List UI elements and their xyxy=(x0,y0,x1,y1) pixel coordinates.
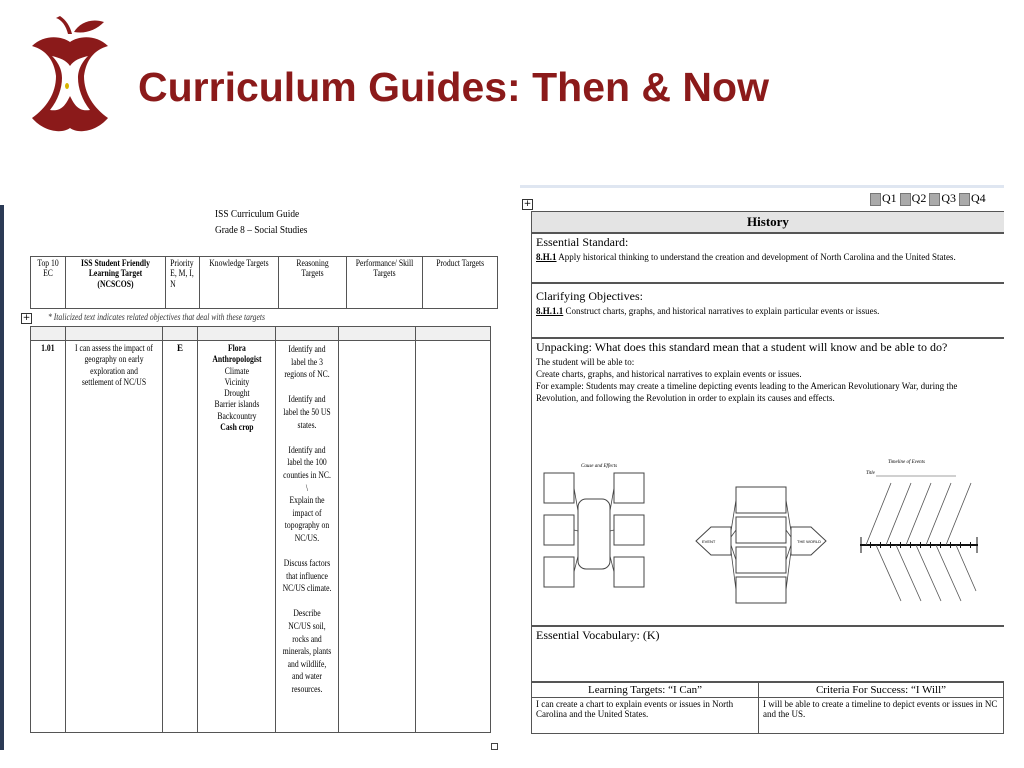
end-world-label: THE WORLD xyxy=(797,539,821,544)
q2-checkbox[interactable] xyxy=(900,193,911,206)
subject-header: History xyxy=(531,211,1004,233)
cfs-text: I will be able to create a timeline to depict events or issues in NC and the US. xyxy=(759,698,1004,734)
row-knowledge: Flora Anthropologist Climate Vicinity Drought Barrier islands Backcountry Cash crop xyxy=(198,341,276,733)
col-header: Knowledge Targets xyxy=(200,257,279,309)
cause-effect-label: Cause and Effects xyxy=(581,464,618,469)
col-header: Performance/ Skill Targets xyxy=(347,257,423,309)
q1-checkbox[interactable] xyxy=(870,193,881,206)
timeline-label: Timeline of Events xyxy=(888,460,925,465)
graphic-organizers xyxy=(536,451,1006,621)
event-label: EVENT xyxy=(702,539,716,544)
then-note: * Italicized text indicates related objectives that deal with these targets xyxy=(48,312,265,322)
then-heading-line1: ISS Curriculum Guide xyxy=(215,208,300,220)
essential-standard-section: Essential Standard: 8.H.1 Apply historical thinking to understand the creation and development of North Carolina and the United States. xyxy=(531,233,1004,283)
table-row xyxy=(532,698,1004,734)
quarter-checkboxes: Q1 Q2 Q3 Q4 xyxy=(870,191,986,206)
col-header: Product Targets xyxy=(423,257,498,309)
now-document-ruler xyxy=(520,185,1004,188)
then-body-table xyxy=(30,326,491,733)
expand-table-icon[interactable]: + xyxy=(523,199,532,209)
clarifying-objectives-section: Clarifying Objectives: 8.H.1.1 Construct charts, graphs, and historical narratives to explain particular events or issues. xyxy=(531,283,1004,338)
row-priority: E xyxy=(163,341,198,733)
col-header: ISS Student Friendly Learning Target (NCSCOS) xyxy=(66,257,166,309)
expand-table-icon[interactable]: + xyxy=(22,313,31,323)
vocabulary-section: Essential Vocabulary: (K) xyxy=(531,626,1004,682)
cfs-header: Criteria For Success: “I Will” xyxy=(759,683,1004,698)
row-reasoning: Identify and label the 3 regions of NC. Identify and label the 50 US states. Identify and label the 100 counties in NC. \ Explain the impact of topography on NC/US. Discuss factors that influence NC/US climate. Describe NC/US soil, rocks and minerals, plants and wildlife, and water resources. xyxy=(276,341,339,733)
then-heading-line2: Grade 8 – Social Studies xyxy=(215,224,308,236)
q4-checkbox[interactable] xyxy=(959,193,970,206)
col-header: Priority E, M, I, N xyxy=(166,257,200,309)
lt-text: I can create a chart to explain events or issues in North Carolina and the United States. xyxy=(532,698,759,734)
q3-checkbox[interactable] xyxy=(929,193,940,206)
apple-core-logo xyxy=(22,16,118,138)
timeline-title-label: Title xyxy=(866,471,875,476)
unpacking-section: Unpacking: What does this standard mean that a student will know and be able to do? The student will be able to: Create charts, graphs, and historical narratives to explain events or issues. For example: Students may create a timeline depicting events leading to the American Revolutionary War, during the Revolution, and following the Revolution in order to explain its causes and effects. Cause and Effects EVENT THE WORLD Timeline of Events Title xyxy=(531,338,1004,626)
row-target: I can assess the impact of geography on early exploration and settlement of NC/US xyxy=(66,341,163,733)
row-code: 1.01 xyxy=(31,341,66,733)
slide-title: Curriculum Guides: Then & Now xyxy=(138,64,769,110)
col-header: Top 10 EC xyxy=(31,257,66,309)
then-header-table xyxy=(30,256,498,309)
table-row xyxy=(31,341,491,733)
page-corner-marker xyxy=(491,743,498,750)
then-document-edge xyxy=(0,205,4,750)
learning-targets-table xyxy=(531,682,1004,734)
lt-header: Learning Targets: “I Can” xyxy=(532,683,759,698)
col-header: Reasoning Targets xyxy=(279,257,347,309)
